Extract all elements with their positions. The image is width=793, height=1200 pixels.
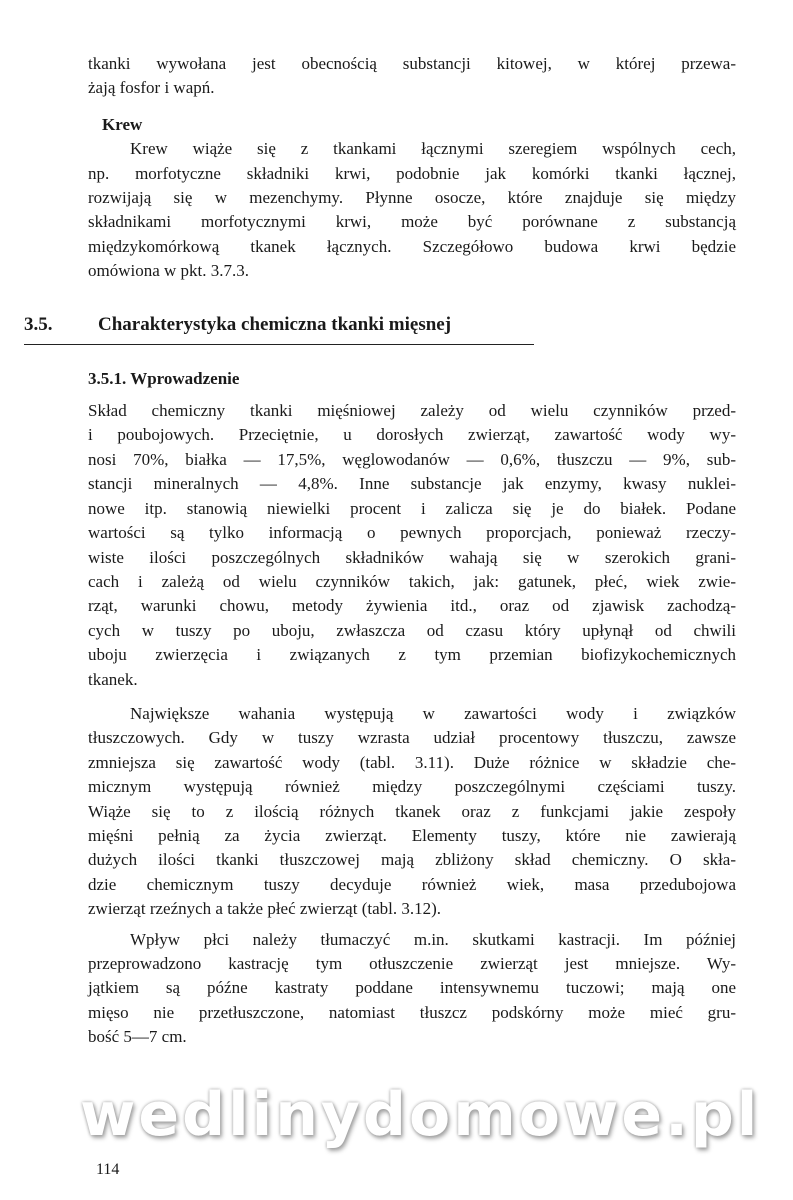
text-line: wiste ilości poszczególnych składników wahają się w szerokich grani- (88, 547, 736, 567)
text-line: mięśni pełnią za życia zwierząt. Elementy tuszy, które nie zawierają (88, 825, 736, 845)
text-line: mięso nie przetłuszczone, natomiast tłuszcz podskórny może mieć gru- (88, 1002, 736, 1022)
text-line: omówiona w pkt. 3.7.3. (88, 261, 250, 281)
text-line: cach i zależą od wielu czynników takich, jak: gatunek, płeć, wiek zwie- (88, 571, 736, 591)
text-line: uboju zwierzęcia i związanych z tym przemian biofizykochemicznych (88, 645, 736, 665)
subsection-heading: 3.5.1. Wprowadzenie (88, 368, 240, 388)
text-line: i poubojowych. Przeciętnie, u dorosłych zwierząt, zawartość wody wy- (88, 425, 736, 445)
text-line: zmniejsza się zawartość wody (tabl. 3.11). Duże różnice w składzie che- (88, 752, 736, 772)
text-line: stancji mineralnych — 4,8%. Inne substancje jak enzymy, kwasy nuklei- (88, 474, 736, 494)
text-line: żają fosfor i wapń. (88, 78, 215, 98)
text-line: międzykomórkową tkanek łącznych. Szczegółowo budowa krwi będzie (88, 236, 736, 256)
text-line: bość 5—7 cm. (88, 1027, 187, 1047)
page-body (24, 52, 736, 1050)
text-line: wartości są tylko informacją o pewnych proporcjach, ponieważ rzeczy- (88, 523, 736, 543)
page-number: 114 (96, 1161, 120, 1178)
text-line: składnikami morfotycznymi krwi, może być porównane z substancją (88, 212, 736, 232)
text-line: nowe itp. stanowią niewielki procent i zalicza się je do białek. Podane (88, 498, 736, 518)
text-line: micznym występują również między poszczególnymi częściami tuszy. (88, 777, 736, 797)
text-line: dzie chemicznym tuszy decyduje również wiek, masa przedubojowa (88, 874, 736, 894)
text-line: tłuszczowych. Gdy w tuszy wzrasta udział procentowy tłuszczu, zawsze (88, 728, 736, 748)
section-heading (24, 314, 736, 340)
text-line: Największe wahania występują w zawartości wody i związków (130, 703, 736, 723)
text-line: rozwijają się w mezenchymy. Płynne osocze, które znajduje się między (88, 188, 736, 208)
text-line: np. morfotyczne składniki krwi, podobnie jak komórki tkanki łącznej, (88, 163, 736, 183)
paragraph-3 (88, 928, 736, 1050)
text-line: jątkiem są późne kastraty poddane intensywnemu tuczowi; mają one (88, 978, 736, 998)
section-rule (24, 344, 534, 345)
text-line: tkanek. (88, 669, 138, 689)
subsection-heading-block (88, 367, 736, 391)
krew-section (88, 113, 736, 284)
watermark: wedlinydomowe.pl (80, 1080, 761, 1150)
text-line: tkanki wywołana jest obecnością substancji kitowej, w której przewa- (88, 54, 736, 73)
text-line: przeprowadzono kastrację tym otłuszczenie zwierząt jest mniejsze. Wy- (88, 954, 736, 973)
text-line: Skład chemiczny tkanki mięśniowej zależy od wielu czynników przed- (88, 401, 736, 421)
text-line: Wpływ płci należy tłumaczyć m.in. skutkami kastracji. Im później (130, 929, 736, 949)
text-line: nosi 70%, białka — 17,5%, węglowodanów — 0,6%, tłuszczu — 9%, sub- (88, 449, 736, 469)
intro-paragraph (88, 52, 736, 101)
text-line: cych w tuszy po uboju, zwłaszcza od czasu który upłynął od chwili (88, 620, 736, 640)
text-line: zwierząt rzeźnych a także płeć zwierząt (tabl. 3.12). (88, 899, 442, 919)
text-line: dużych ilości tkanki tłuszczowej mają zbliżony skład chemiczny. O skła- (88, 850, 736, 870)
paragraph-1 (88, 399, 736, 692)
text-line: rząt, warunki chowu, metody żywienia itd., oraz od zjawisk zachodzą- (88, 596, 736, 616)
paragraph-2 (88, 702, 736, 922)
text-line: Wiąże się to z ilością różnych tkanek oraz z funkcjami jakie zespoły (88, 801, 736, 821)
section-number: 3.5. (24, 313, 53, 335)
krew-heading: Krew (102, 114, 143, 134)
section-title: Charakterystyka chemiczna tkanki mięsnej (98, 313, 452, 335)
text-line: Krew wiąże się z tkankami łącznymi szeregiem wspólnych cech, (130, 139, 736, 159)
